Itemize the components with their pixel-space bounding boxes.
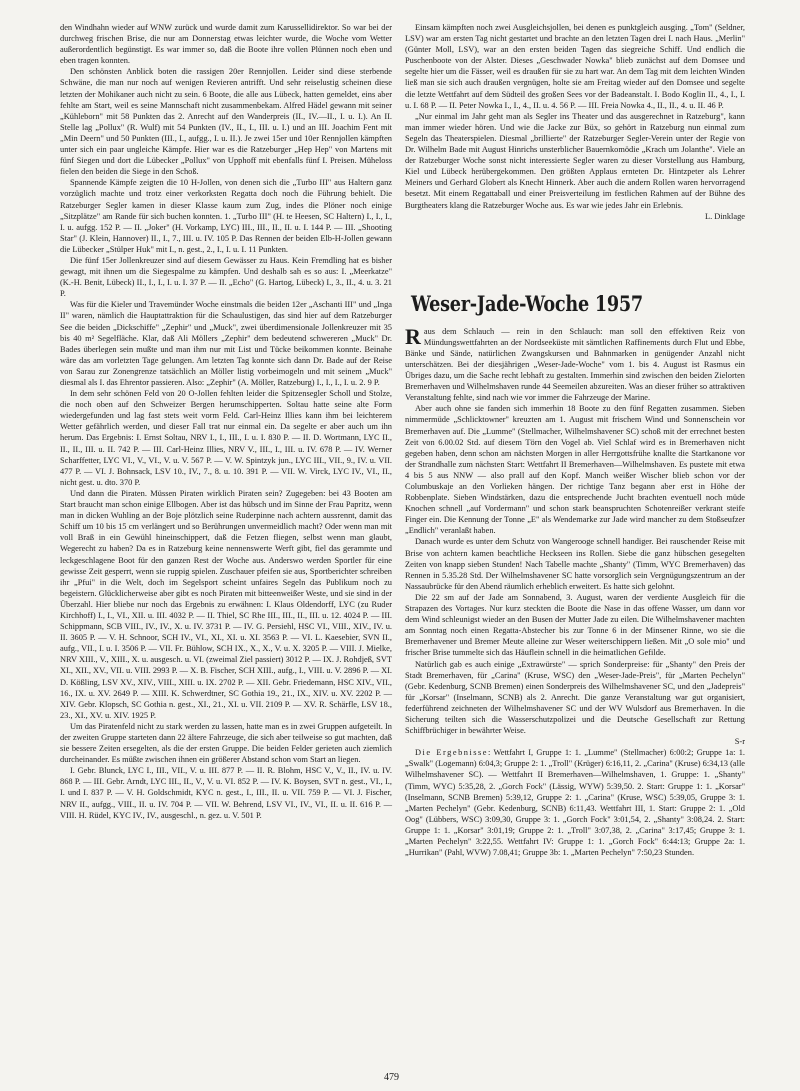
right-column <box>405 22 745 858</box>
left-paragraph-9: I. Gebr. Blunck, LYC I., III., VII., V. u. III. 877 P. — II. R. Blohm, HSC V., V., II., IV. u. IV. 868 P. — III. Gebr. Arndt, LYC III., II., V., V. u. VI. 852 P. — IV. K. Boysen, SVT n. gest., VI., I., I. und I. 837 P. — V. H. Goldschmidt, KYC n. gest., I., III., II. u. VII. 759 P. — VI. J. Fischer, NRV II., aufgg., VIII., II. u. IV. 704 P. — VII. W. Behrend, LSV VI., IV., VI., II. u. II. 616 P. — VIII. H. Rüdel, KYC IV., IV., ausgeschl., n. gez. u. V. 501 P. <box>60 766 392 820</box>
left-paragraph-5: Was für die Kieler und Travemünder Woche einstmals die beiden 12er „Aschanti III" und „Inga II" waren, nämlich die Hauptattraktion für die Schaulustigen, das sind hier auf dem Ratzeburger See die beiden „Dickschiffe" „Zephir" und „Muck", zwei überdimensionale Jollenkreuzer mit 35 bis 40 m² Segelfläche. Klar, daß Ali Möllers „Zephir" dem bedeutend schwereren „Muck" Dr. Bades überlegen sein mußte und man ihm nur mit List und Tücke beikommen konnte. Beinahe wäre das am vorletzten Tage gelungen. Am letzten Tag konnte sich dann Dr. Bade auf der Reise von Sarau zur Zonengrenze tatsächlich an Möller listig vorbeimogeln und mit seinem „Muck" diesmal als I. das Ehrentor passieren. Also: „Zephir" (A. Möller, Ratzeburg) I., I., I., I. u. 2. 9 P. <box>60 300 392 387</box>
article-intro-text: aus dem Schlauch — rein in den Schlauch: man soll den effektiven Reiz von Mündungswettfahrten an der Nordseeküste mit sämtlichen Raffinements durch Flut und Ebbe, Bänke und Sände, natürlichen Zwangskursen und Bahnmarken in genügender Anzahl nicht unterschätzen. Bei der diesjährigen „Weser-Jade-Woche" vom 1. bis 4. August ist Rasmus ein Übriges dazu, um die Sache recht lebhaft zu gestalten. Immerhin sind zwischen den beiden Zielorten Bremerhaven und Wilhelmshaven runde 44 Seemeilen abzureiten. Was an dieser früher so attraktiven Veranstaltung fehlte, sind nach wie vor immer die Fahrzeuge der Marine. <box>405 326 745 403</box>
left-paragraph-6: In dem sehr schönen Feld von 20 O-Jollen fehlten leider die Spitzensegler Scholl und Stolze, die noch oben auf den Schweizer Bergen herumschipperten. Soltau hatte seine alte Form wiedergefunden und lag fast stets weit vorm Feld. Carl-Heinz Illies kann ihm bei leichterem Wetter gefährlich werden, und dieser Fall trat nur einmal ein. Da segelte er aber auch um ihn herum. Das Ergebnis: I. Ernst Soltau, NRV I., I., III., I. u. I. 830 P. — II. D. Wortmann, LYC II., II., II., III. u. II. 742 P. — III. Carl-Heinz Illies, NRV V., III., I., III. u. IV. 678 P. — IV. Werner Scharffetter, LYC VI., V., VI., V. u. V. 567 P. — V. W. Spintzyk jun., LYC III., VII., 9., IV. u. VII. 477 P. — VI. J. Bohnsack, LSV 10., IV., 7., 8. u. 10. 391 P. — VII. W. Virck, LYC IV., VI., II., nicht gest. u. dto. 370 P. <box>60 389 392 487</box>
results-paragraph <box>405 747 745 858</box>
results-label: Die Ergebnisse <box>415 748 489 758</box>
article-paragraph-4: Die 22 sm auf der Jade am Sonnabend, 3. August, waren der verdiente Ausgleich für die Strapazen des Vortages. Nur kurz steckten die Boote die Nase in das offene Wasser, um dann vor dem Wind schleunigst wieder an den Busen der Mutter Jade zu eilen. Die Wilhelmshavener machten am Sonntag noch einen Regatta-Abstecher bis zur Tonne 6 in der Minsener Rinne, wo sie die Bremerhavener und Bremer Meute alleine zur Weser weiterschippern ließen. Mit „O sole mio" und frischer Brise tummelte sich das Häuflein schnell in die heimatlichen Gefilde. <box>405 592 745 658</box>
article-paragraph-5: Natürlich gab es auch einige „Extrawürste" — sprich Sonderpreise: für „Shanty" den Preis der Stadt Bremerhaven, für „Carina" (Kruse, WSC) den „Weser-Jade-Preis", für „Marten Pechelyn" (Gebr. Kedenburg, SCNB Bremen) einen Sonderpreis des Wilhelmshavener SC, und den „Jadepreis" für „Korsar" (Inselmann, SCNB) als 2. Anrecht. Die ganze Veranstaltung war gut organisiert, federführend zeichneten der Wilhelmshavener SC und der WV Wulsdorf aus Bremerhaven. In die Sicherung teilten sich die Wasserschutzpolizei und die Deutsche Gesellschaft zur Rettung Schiffbrüchiger in bewährter Weise. <box>405 659 745 736</box>
article-paragraph-2: Aber auch ohne sie fanden sich immerhin 18 Boote zu den fünf Regatten zusammen. Sieben nimmermüde „Schlicktowner" kreuzten am 1. August mit frischem Wind und Sonnenschein vor Bremerhaven auf. Die „Lumme" (Stellmacher, Wilhelmshavener SC) schoß mit der errechnet besten Zeit von 6.00.02 Std. auf diesem Törn den Vogel ab. Viel Schlaf wird es in Bremerhaven nicht gegeben haben, denn schon am nächsten Morgen in aller Herrgottsfrühe knallte die Startkanone vor der Strandhalle zum nächsten Start: Wettfahrt II Bremerhaven—Wilhelmshaven. Es pustete mit etwa 4 bis 5 aus NNW — also prall auf den Kopf. Manch weißer Wischer blieb schon vor der Columbuskaje an den Vorlieken hängen. Der richtige Tanz begann aber erst in Höhe der Robbenplate. Sieben Windstärken, dazu die entsprechende Jucht brachten eventuell noch müde Knochen schnell „auf Vordermann" und schon stark beanspruchten Schotenreißer verkrant steife Finger ein. Die Kennung der Tonne „E" als Wendemarke zur Jade wird mancher zu dem Stoßseufzer „Endlich" veranlaßt haben. <box>405 404 745 536</box>
article-paragraph-3: Danach wurde es unter dem Schutz von Wangerooge schnell handiger. Bei rauschender Reise mit Brise von achtern kamen beachtliche Heckseen ins Rollen. Siebe die ganz hübschen gesegelten Zeiten von knapp sieben Stunden! Nach Tabelle machte „Shanty" (Timm, WYC Bremerhaven) das Rennen in 5.35.28 Std. Der Wilhelmshavener SC hatte vorsorglich sein Vergnügungszentrum an der Nassaubrücke für den Abend räumlich erheblich erweitert. Es hatte sich gelohnt. <box>405 537 745 591</box>
page-number: 479 <box>384 1072 399 1083</box>
left-paragraph-3: Spannende Kämpfe zeigten die 10 H-Jollen, von denen sich die „Turbo III" aus Haltern ganz vorzüglich machte und trotz einer verkorksten Regatta doch noch die Führung behielt. Die Ratzeburger Segler kamen in dieser Klasse kaum zum Zug, indes die Plöner noch einige „Sitzplätze" am Rande für sich buchen konnten. 1. „Turbo III" (H. te Heesen, SC Haltern) I., I., I., I. u. aufgg. 152 P. — II. „Joker" (H. Vorkamp, LYC) III., III., II., II. u. I. 144 P. — III. „Shooting Star" (J. Klein, Hannover) II., I., 7., III. u. IV. 105 P. Das Rennen der beiden Elb-H-Jollen gewann die Lübecker „Stülper Huk" mit I., n. gest., 2., I., I. u. I. 11 Punkten. <box>60 178 392 254</box>
right-paragraph-1: Einsam kämpften noch zwei Ausgleichsjollen, bei denen es punktgleich ausging. „Tom" (Seldner, LSV) war am ersten Tag nicht gestartet und brachte an den letzten Tagen drei I. nach Haus. „Merlin" (Günter Moll, LSV), war an den ersten beiden Tagen das siegreiche Schiff. Und endlich die Puschenboote von der Alster. Dieses „Geschwader Nowka" blieb zunächst auf dem Domsee und segelte hier um die Fässer, weil es draußen für sie zu hart war. An dem Tag mit dem leichten Winden ließ man sie sich auch draußen vergnügen, holte sie am Freitag wieder auf den Domsee und segelte die letzte Wettfahrt auf dem Südteil des großen Sees vor der Badeanstalt. I. Bodo Koglin II., 4., I., I. u. I. 68 P. — II. Peter Nowka I., I., 4., II. u. 4. 56 P. — III. Freia Nowka 4., II., II., 4. u. II. 46 P. <box>405 23 745 110</box>
drop-cap: R <box>405 323 421 349</box>
article-intro <box>405 323 745 404</box>
left-paragraph-2: Den schönsten Anblick boten die rassigen 20er Rennjollen. Leider sind diese sterbende Schwäne, die man nur noch auf wenigen Revieren antrifft. Und sehr reiselustig scheinen diese letzten der Mohikaner auch nicht zu sein. 6 Boote, die alle aus Lübeck, hatten gemeldet, eins aber fehlte am Start, weil es seine Mannschaft nicht zusammenbekam. Alfred Hädel gewann mit seiner „Kühleborn" mit 58 Punkten das 2. Anrecht auf den Wanderpreis (II., IV.—II., I. u. I.). An II. Stelle lag „Pollux" (R. Wulf) mit 54 Punkten (IV., II., I., III. u. I.) und an III. Joachim Fent mit „Min Deern" und 50 Punkten (III., I., aufgg., I. u. II.). Je zwei 15er und 10er Rennjollen kämpften unter sich ein paar ungleiche Kämpfe. Hier war es die Ratzeburger „Hep Hep" von Martens mit fünf Siegen und dort die Lübecker „Pollux" von Upphoff mit ebenfalls fünf I. Preisen. Müheloss fielen den beiden die Siege in den Schoß. <box>60 67 392 177</box>
left-column <box>60 22 392 821</box>
article-signature: S-r <box>734 737 745 747</box>
left-paragraph-7: Und dann die Piraten. Müssen Piraten wirklich Piraten sein? Zugegeben: bei 43 Booten am Start braucht man schon einige Ellbogen. Aber ist das hübsch und im Sinne der Frau Papritz, wenn man in dicken Wuhling an der Boje plötzlich seine Ruderpinne nach achtern aussrennt, damit das Schiff um 10 bis 15 cm verlängert und so Berührungen unvermeidlich macht? Oder wenn man mit voll Braß in ein Gewühl hineinschippert, daß die Fetzen fliegen, selbst wenn man glaubt, Wegerecht zu haben? Da es in Ratzeburg keine nennenswerte Werft gibt, fiel das gerammte und leckgeschlagene Boot für den ganzen Rest der Woche aus. Anderswo werden Sportler für eine gewisse Zeit gesperrt, wenn sie ruppig spielen. Zuschauer pfeifen sie aus, Sportberichter schreiben ihr „Pfui" in die Welt, doch im Segelsport scheint unfaires Segeln das Publikum noch zu begeistern. Glücklicherweise aber gibt es noch Piraten mit bitteenweißer Weste, und sie sind in der Überzahl. Hier bliebe nur noch das Ergebnis zu erwähnen: I. Klaus Oldendorff, LYC (zu Ruder Kirchhoff) I., I., VI., XII. u. III. 4032 P. — II. Thiel, SC Rhe III., III., II., III. u. 12. 4024 P. — III. Schippmann, SCB VIII., IV., IV., X. u. IV. 3731 P. — IV. G. Persiehl, HSC VI., VIII., XIV., IV. u. II. 3605 P. — V. H. Schnoor, SCH IV., VI., XI., XI. u. XI. 3563 P. — VI. L. Kaesebier, SVN II., aufg., VII., I. u. I. 3506 P. — VII. Fr. Bühlow, SCH IX., X., X., V. u. X. 3205 P. — VIII. J. Mielke, NRV XIII., V., XIII., X. u. ausgesch. u. VI. (zweimal Ziel passiert) 3012 P. — IX. J. Rohdjeß, SVT XI., XII., XV., VII. u. VIII. 2993 P. — X. B. Fischer, SCH XIII., aufg., I., VIII. u. V. 2896 P. — XI. D. Kößling, LSV XV., XIV., VIII., XIII. u. IX. 2702 P. — XII. Gebr. Friedemann, HSC XIV., VII., 16., IX. u. XV. 2649 P. — XIII. K. Schwerdtner, SC Gothia 19., 21., IX., XIV. u. XV. 2202 P. — XIV. Gebr. Klopsch, SC Gothia n. gest., XI., 21., XI. u. VII. 2109 P. — XV. R. Schärfle, LSV 18., 23., XI., XV. u. XIV. 1925 P. <box>60 488 392 720</box>
left-paragraph-8: Um das Piratenfeld nicht zu stark werden zu lassen, hatte man es in zwei Gruppen aufgeteilt. In der zweiten Gruppe starteten dann 22 ältere Fahrzeuge, die sich aber teilweise so gut machten, daß sie bessere Zeiten ersegelten, als die der ersten Gruppe. Die beiden Felder gerieten auch ziemlich durcheinander. Es müßte zwischen ihnen ein größerer Abstand schon vom Start an liegen. <box>60 721 392 765</box>
author-signature: L. Dinklage <box>704 211 745 221</box>
left-paragraph-4: Die fünf 15er Jollenkreuzer sind auf diesem Gewässer zu Haus. Kein Fremdling hat es bisher gewagt, mit ihnen um die Siegespalme zu kämpfen. Und deshalb sah es so aus: I. „Meerkatze" (K.-H. Benit, Lübeck) II., I., I., I. u. I. 37 P. — II. „Echo" (G. Hartog, Lübeck) I., 3., II., 4. u. 3. 21 P. <box>60 255 392 299</box>
left-paragraph-1: den Windhahn wieder auf WNW zurück und wurde damit zum Karussellidirektor. So war bei der durchweg frischen Brise, die nur am Donnerstag etwas leichter wurde, die Woche vom Wetter außerordentlich begünstigt. Es war immer so, daß die Boote ihre vollen Plünnen noch eben und eben tragen konnten. <box>60 23 392 66</box>
right-paragraph-2: „Nur einmal im Jahr geht man als Segler ins Theater und das ausgerechnet in Ratzeburg", kann man immer wieder hören. Und wie die Jacke zur Büx, so gehört in Ratzeburg nun einmal zum Segeln das Theaterspielen. Diesmal „brillierte" der Ratzeburger Segler-Verein unter der Regie von Dr. Wilhelm Bade mit August Hinrichs unsterblicher Bauernkomödie „Krach um Jolanthe". Viele an der Ratzeburger Woche sonst nicht interessierte Segler waren zu dieser Vorstellung aus Hamburg, Kiel und Lübeck herübergekommen. Den größten Applaus ernteten Dr. Hintzpeter als Lehrer Meiners und Gerhard Globert als Knecht Hinnerk. Aber auch die andern Rollen waren hervorragend besetzt. Mit einem Regattaball und einer Preisverteilung im festlichen Rahmen auf der Bühne des Burgtheaters klang die Ratzeburger Woche aus. Es war wie jedes Jahr ein Erlebnis. <box>405 111 745 210</box>
results-text: : Wettfahrt I, Gruppe 1: 1. „Lumme" (Stellmacher) 6:00:2; Gruppe 1a: 1. „Swalk" (Logemann) 6:04,3; Gruppe 2: 1. „Troll" (Krüger) 6:16,11, 2. „Carina" (Kruse) 6:34,13 (alle Wilhelmshavener SC). — Wettfahrt II Bremerhaven—Wilhelmshaven, 1. Gruppe: 1. „Shanty" (Timm, WYC) 5:35,28, 2. „Gorch Fock" (Lässig, WYW) 5:39,50. 2. Start: Gruppe 1: 1. „Korsar" (Inselmann, SCNB Bremen) 5:39,12, Gruppe 2: 1. „Carina" (Kruse, WSC) 5:39,05, Gruppe 3: 1. „Marten Pechelyn" (Gebr. Kedenburg, SCNB) 6:11,43. Wettfahrt III, 1. Start: Gruppe 2: 1. „Old Oog" (Lübbers, WSC) 3:09,30, Gruppe 3: 1. „Gorch Fock" 3:01,54, 2. „Shanty" 3:08,24. 2. Start: Gruppe 1: 1. „Korsar" 3:01,19; Gruppe 2: 1. „Troll" 3:07,38, 2. „Carina" 3:17,45; Gruppe 3: 1. „Marten Pechelyn" 3:22,55. Wettfahrt IV: Gruppe 1: 1. „Gorch Fock" 6:44:13; Gruppe 2a: 1. „Hurrikan" (Pahl, WVW) 7.08,41; Gruppe 3b: 1. „Marten Pechelyn" 7:50,23 Stunden. <box>405 748 745 858</box>
article-title: Weser-Jade-Woche 1957 <box>411 290 643 316</box>
